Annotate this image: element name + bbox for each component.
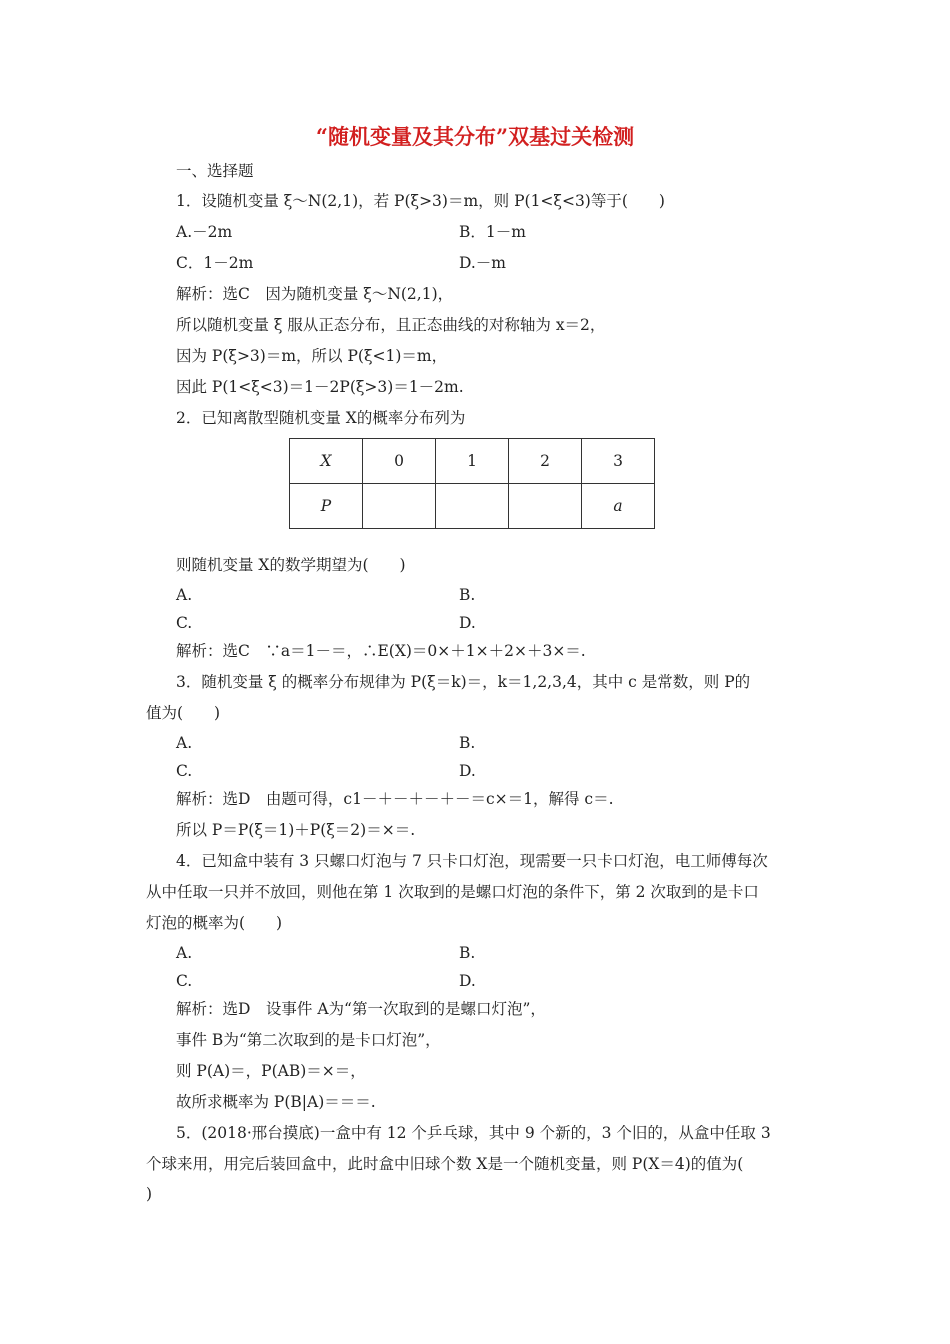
q1-solution-line: 解析：选C 因为随机变量 ξ～N(2,1)， — [176, 285, 454, 303]
table-cell: 0 — [363, 439, 436, 484]
table-row — [290, 484, 655, 529]
q4-solution-line: 则 P(A)＝，P(AB)＝×＝， — [176, 1062, 366, 1080]
q3-stem-continued: 值为( ) — [146, 704, 221, 722]
table-row — [290, 439, 655, 484]
q1-solution-line: 所以随机变量 ξ 服从正态分布，且正态曲线的对称轴为 x＝2， — [176, 316, 606, 334]
q2-option-c: C. — [176, 614, 193, 632]
q1-option-b: B．1－m — [459, 223, 526, 241]
q1-solution-line: 因为 P(ξ>3)＝m，所以 P(ξ<1)＝m， — [176, 347, 448, 365]
section-heading: 一、选择题 — [176, 162, 254, 180]
table-cell: 3 — [582, 439, 655, 484]
q4-option-c: C. — [176, 972, 193, 990]
table-cell: X — [290, 439, 363, 484]
table-cell: a — [582, 484, 655, 529]
q2-option-d: D. — [459, 614, 476, 632]
q4-solution-line: 事件 B为“第二次取到的是卡口灯泡”， — [176, 1031, 441, 1049]
q3-option-a: A. — [176, 734, 193, 752]
q3-stem: 3．随机变量 ξ 的概率分布规律为 P(ξ＝k)＝，k＝1,2,3,4，其中 c 是常数，则 P的 — [176, 673, 751, 691]
q4-option-b: B. — [459, 944, 476, 962]
table-cell — [509, 484, 582, 529]
q5-stem-continued: ) — [146, 1185, 153, 1203]
q4-solution-line: 故所求概率为 P(B|A)＝＝＝. — [176, 1093, 376, 1111]
q1-stem: 1．设随机变量 ξ～N(2,1)，若 P(ξ>3)＝m，则 P(1<ξ<3)等于( ) — [176, 192, 665, 210]
q4-option-a: A. — [176, 944, 193, 962]
q2-option-b: B. — [459, 586, 476, 604]
q1-option-d: D.－m — [459, 254, 506, 272]
table-cell — [436, 484, 509, 529]
q2-ask: 则随机变量 X的数学期望为( ) — [176, 556, 406, 574]
q3-option-c: C. — [176, 762, 193, 780]
q4-solution-line: 解析：选D 设事件 A为“第一次取到的是螺口灯泡”， — [176, 1000, 546, 1018]
q3-solution-line: 所以 P＝P(ξ＝1)＋P(ξ＝2)＝×＝. — [176, 821, 416, 839]
q2-solution-line: 解析：选C ∵a＝1－＝，∴E(X)＝0×＋1×＋2×＋3×＝. — [176, 642, 586, 660]
q1-solution-line: 因此 P(1<ξ<3)＝1－2P(ξ>3)＝1－2m. — [176, 378, 464, 396]
q5-stem: 5．(2018·邢台摸底)一盒中有 12 个乒乓球，其中 9 个新的，3 个旧的，从盒中任取 3 — [176, 1124, 771, 1142]
q1-option-a: A.－2m — [176, 223, 233, 241]
probability-distribution-table — [289, 438, 655, 529]
q1-option-c: C．1－2m — [176, 254, 254, 272]
q4-stem-continued: 灯泡的概率为( ) — [146, 914, 283, 932]
table-cell: 1 — [436, 439, 509, 484]
table-cell — [363, 484, 436, 529]
q2-stem: 2．已知离散型随机变量 X的概率分布列为 — [176, 409, 466, 427]
q4-stem-continued: 从中任取一只并不放回，则他在第 1 次取到的是螺口灯泡的条件下，第 2 次取到的是卡口 — [146, 883, 759, 901]
q3-option-b: B. — [459, 734, 476, 752]
page-title: “随机变量及其分布”双基过关检测 — [315, 124, 635, 149]
table-cell: P — [290, 484, 363, 529]
q3-option-d: D. — [459, 762, 476, 780]
q3-solution-line: 解析：选D 由题可得，c1－＋－＋－＋－＝c×＝1，解得 c＝. — [176, 790, 614, 808]
q4-stem: 4．已知盒中装有 3 只螺口灯泡与 7 只卡口灯泡，现需要一只卡口灯泡，电工师傅每次 — [176, 852, 768, 870]
q4-option-d: D. — [459, 972, 476, 990]
q2-option-a: A. — [176, 586, 193, 604]
table-cell: 2 — [509, 439, 582, 484]
q5-stem-continued: 个球来用，用完后装回盒中，此时盒中旧球个数 X是一个随机变量，则 P(X＝4)的值为( — [146, 1155, 744, 1173]
